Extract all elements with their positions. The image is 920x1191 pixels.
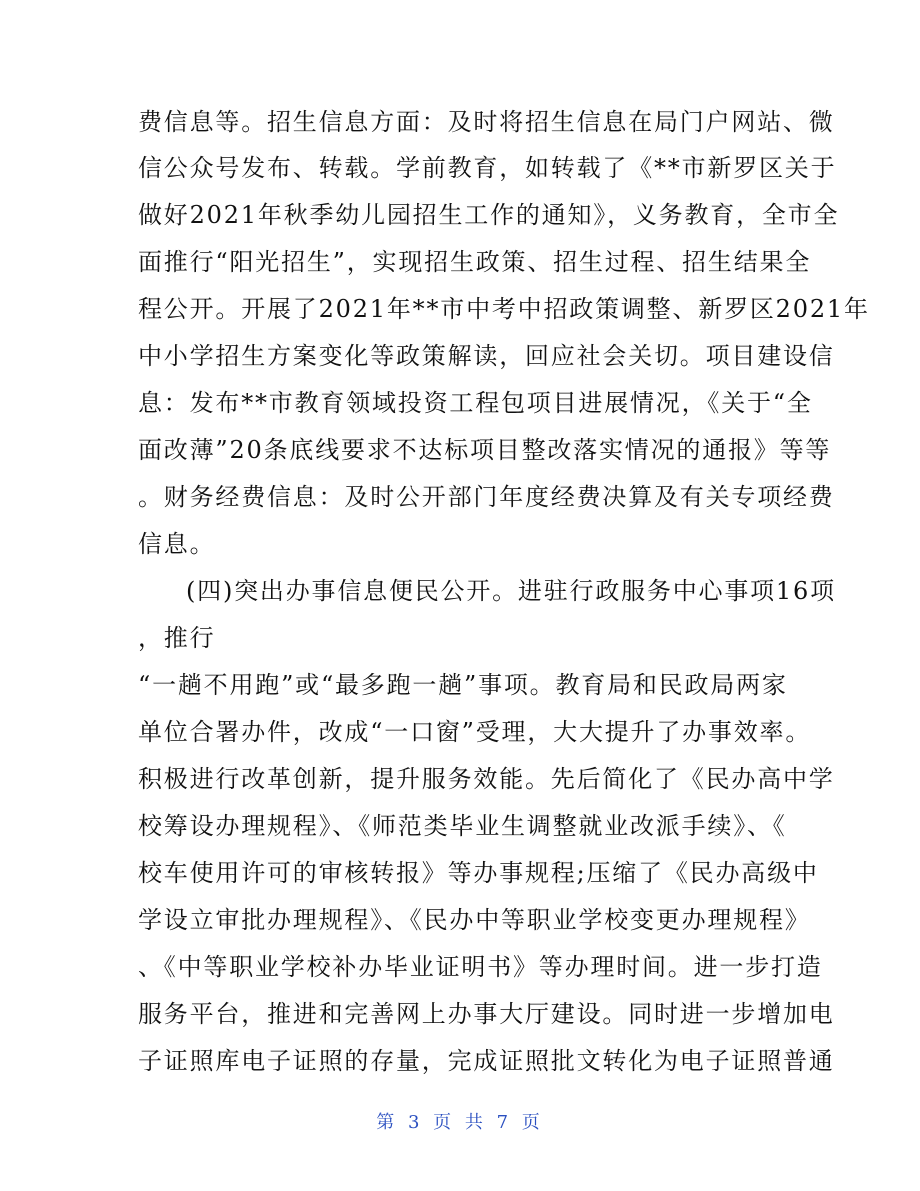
paragraph-line: 费信息等。招生信息方面：及时将招生信息在局门户网站、微: [138, 108, 835, 136]
paragraph-line: 息：发布**市教育领域投资工程包项目进展情况，《关于“全: [138, 389, 813, 417]
paragraph-line: 子证照库电子证照的存量，完成证照批文转化为电子证照普通: [138, 1047, 835, 1075]
paragraph-line: 学设立审批办理规程》、《民办中等职业学校变更办理规程》: [138, 906, 811, 934]
section-heading-line: (四)突出办事信息便民公开。进驻行政服务中心事项16项: [186, 577, 836, 605]
paragraph-line: 信息。: [138, 530, 216, 558]
paragraph-line: 面改薄”20条底线要求不达标项目整改落实情况的通报》等等: [138, 436, 832, 464]
paragraph-line: 中小学招生方案变化等政策解读，回应社会关切。项目建设信: [138, 342, 835, 370]
paragraph-line: ，推行: [138, 624, 216, 652]
paragraph-line: 单位合署办件，改成“一口窗”受理，大大提升了办事效率。: [138, 718, 812, 746]
paragraph-line: 校筹设办理规程》、《师范类毕业生调整就业改派手续》、《: [138, 812, 787, 840]
paragraph-line: 。财务经费信息：及时公开部门年度经费决算及有关专项经费: [138, 483, 835, 511]
paragraph-line: “一趟不用跑”或“最多跑一趟”事项。教育局和民政局两家: [138, 671, 788, 699]
page-number-footer: 第 3 页 共 7 页: [376, 1112, 544, 1133]
paragraph-line: 、《中等职业学校补办毕业证明书》等办理时间。进一步打造: [138, 953, 823, 981]
paragraph-line: 服务平台，推进和完善网上办事大厅建设。同时进一步增加电: [138, 1000, 835, 1028]
paragraph-line: 积极进行改革创新，提升服务效能。先后简化了《民办高中学: [138, 765, 835, 793]
paragraph-line: 程公开。开展了2021年**市中考中招政策调整、新罗区2021年: [138, 295, 870, 323]
paragraph-line: 信公众号发布、转载。学前教育，如转载了《**市新罗区关于: [138, 154, 837, 182]
paragraph-line: 做好2021年秋季幼儿园招生工作的通知》，义务教育，全市全: [138, 201, 840, 229]
paragraph-line: 校车使用许可的审核转报》等办事规程;压缩了《民办高级中: [138, 859, 819, 887]
paragraph-line: 面推行“阳光招生”，实现招生政策、招生过程、招生结果全: [138, 248, 812, 276]
